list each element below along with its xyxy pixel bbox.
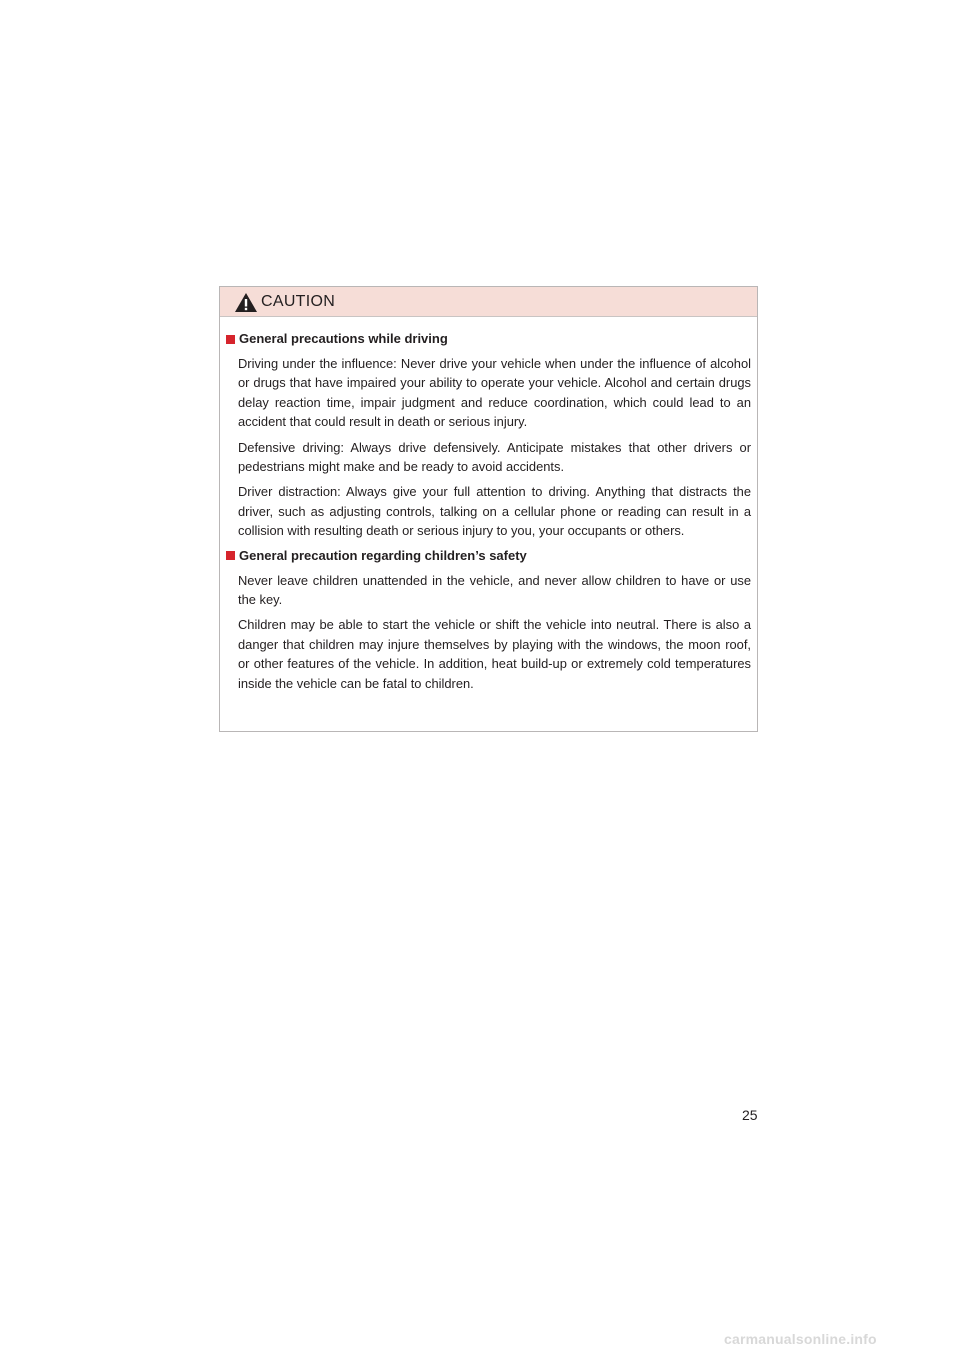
section-heading bbox=[226, 330, 751, 348]
section-heading-text: General precaution regarding children’s safety bbox=[239, 547, 527, 563]
warning-triangle-icon bbox=[234, 292, 258, 313]
watermark: carmanualsonline.info bbox=[724, 1331, 877, 1347]
page-number: 25 bbox=[742, 1107, 758, 1123]
red-square-bullet-icon bbox=[226, 551, 235, 560]
paragraph-children-dangers: Children may be able to start the vehicle or shift the vehicle into neutral. There is also a danger that children may injure themselves by playing with the windows, the moon roof, or other features of the vehicle. In addition, heat build-up or extremely cold temperatures inside the vehicle can be fatal to children. bbox=[238, 617, 751, 691]
paragraph-driving-under-influence: Driving under the influence: Never drive your vehicle when under the influence of alcohol or drugs that have impaired your ability to operate your vehicle. Alcohol and certain drugs delay reaction time, impair judgment and reduce coordination, which could lead to an accident that could result in death or serious injury. bbox=[238, 356, 751, 430]
section-driving-precautions bbox=[226, 330, 751, 541]
section-heading-text: General precautions while driving bbox=[239, 331, 448, 346]
caution-header bbox=[220, 287, 757, 317]
red-square-bullet-icon bbox=[226, 335, 235, 344]
caution-body bbox=[220, 317, 757, 693]
caution-title: CAUTION bbox=[261, 293, 336, 310]
paragraph-defensive-driving: Defensive driving: Always drive defensively. Anticipate mistakes that other drivers or pedestrians might make and be ready to avoid accidents. bbox=[238, 439, 751, 475]
paragraph-unattended-children: Never leave children unattended in the vehicle, and never allow children to have or use the key. bbox=[238, 572, 751, 608]
caution-box bbox=[219, 286, 758, 732]
paragraph-driver-distraction: Driver distraction: Always give your full attention to driving. Anything that distracts the driver, such as adjusting controls, talking on a cellular phone or reading can result in a collision with resulting death or serious injury to you, your occupants or others. bbox=[238, 484, 751, 539]
section-children-safety bbox=[226, 547, 751, 693]
section-heading bbox=[226, 547, 751, 565]
